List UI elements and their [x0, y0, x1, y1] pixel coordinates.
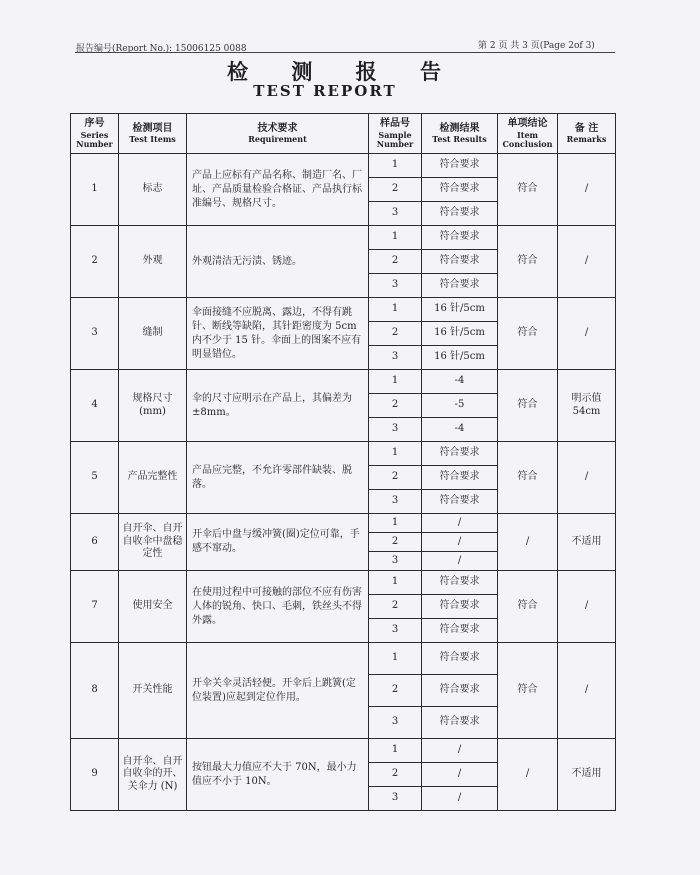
test-item: 产品完整性: [119, 442, 187, 514]
test-result: 符合要求: [422, 595, 498, 619]
table-row: [71, 370, 616, 394]
test-item: 开关性能: [119, 643, 187, 739]
test-result: 符合要求: [422, 178, 498, 202]
requirement: 开伞关伞灵活轻便。开伞后上跳簧(定位装置)应起到定位作用。: [187, 643, 369, 739]
col-en: Series Number: [76, 129, 113, 149]
test-item: 自开伞、自开自收伞中盘稳定性: [119, 514, 187, 571]
item-conclusion: 符合: [498, 370, 558, 442]
requirement: 产品应完整，不允许零部件缺装、脱落。: [187, 442, 369, 514]
table-row: [71, 154, 616, 178]
requirement: 产品上应标有产品名称、制造厂名、厂址、产品质量检验合格证、产品执行标准编号、规格尺寸。: [187, 154, 369, 226]
sample-number: 2: [369, 250, 422, 274]
header-divider: [75, 52, 615, 53]
sample-number: 2: [369, 178, 422, 202]
test-result: 16 针/5cm: [422, 298, 498, 322]
test-result: 符合要求: [422, 442, 498, 466]
test-result: 符合要求: [422, 490, 498, 514]
series-number: 3: [71, 298, 119, 370]
item-conclusion: /: [498, 739, 558, 811]
report-number-value: 15006125 0088: [175, 44, 247, 54]
col-header-number: [71, 114, 119, 154]
requirement: 在使用过程中可接触的部位不应有伤害人体的锐角、快口、毛刺，铁丝头不得外露。: [187, 571, 369, 643]
test-item: 缝制: [119, 298, 187, 370]
test-result: 符合要求: [422, 643, 498, 675]
col-header-remarks: [558, 114, 616, 154]
item-conclusion: 符合: [498, 298, 558, 370]
test-result: 符合要求: [422, 675, 498, 707]
remarks: /: [558, 226, 616, 298]
test-result: /: [422, 739, 498, 763]
test-result: /: [422, 763, 498, 787]
sample-number: 3: [369, 346, 422, 370]
test-results-table: [70, 113, 616, 811]
table-header-row: [71, 114, 616, 154]
remarks: 明示值 54cm: [558, 370, 616, 442]
col-header-requirement: [187, 114, 369, 154]
sample-number: 1: [369, 739, 422, 763]
col-cn: 技术要求: [257, 122, 298, 134]
table-row: [71, 226, 616, 250]
sample-number: 2: [369, 675, 422, 707]
col-en: Sample Number: [376, 129, 414, 149]
series-number: 5: [71, 442, 119, 514]
series-number: 7: [71, 571, 119, 643]
sample-number: 3: [369, 202, 422, 226]
col-cn: 检测结果: [439, 122, 480, 134]
col-cn: 备 注: [574, 122, 599, 134]
test-result: /: [422, 552, 498, 571]
sample-number: 1: [369, 514, 422, 533]
series-number: 2: [71, 226, 119, 298]
sample-number: 3: [369, 619, 422, 643]
series-number: 9: [71, 739, 119, 811]
test-result: 符合要求: [422, 202, 498, 226]
col-header-conclusion: [498, 114, 558, 154]
test-item: 外观: [119, 226, 187, 298]
test-result: 符合要求: [422, 619, 498, 643]
col-header-sample: [369, 114, 422, 154]
sample-number: 2: [369, 533, 422, 552]
col-en: Item Conclusion: [502, 129, 553, 149]
col-header-item: [119, 114, 187, 154]
page-info: 第 2 页 共 3 页(Page 2of 3): [478, 41, 595, 51]
test-item: 标志: [119, 154, 187, 226]
title-english: TEST REPORT: [253, 82, 397, 100]
test-result: 符合要求: [422, 466, 498, 490]
col-en: Remarks: [566, 134, 607, 145]
sample-number: 2: [369, 763, 422, 787]
test-result: 16 针/5cm: [422, 346, 498, 370]
sample-number: 3: [369, 490, 422, 514]
test-result: /: [422, 514, 498, 533]
col-en: Test Items: [129, 134, 176, 145]
table-row: [71, 298, 616, 322]
sample-number: 2: [369, 595, 422, 619]
remarks: /: [558, 571, 616, 643]
test-item: 使用安全: [119, 571, 187, 643]
sample-number: 3: [369, 274, 422, 298]
sample-number: 3: [369, 707, 422, 739]
sample-number: 1: [369, 226, 422, 250]
test-result: 符合要求: [422, 250, 498, 274]
test-result: /: [422, 533, 498, 552]
remarks: /: [558, 298, 616, 370]
series-number: 6: [71, 514, 119, 571]
sample-number: 3: [369, 552, 422, 571]
sample-number: 3: [369, 787, 422, 811]
table-row: [71, 643, 616, 675]
series-number: 8: [71, 643, 119, 739]
sample-number: 1: [369, 643, 422, 675]
col-en: Test Results: [432, 134, 487, 145]
sample-number: 1: [369, 571, 422, 595]
col-cn: 序号: [84, 118, 105, 130]
test-item: 自开伞、自开自收伞的开、关伞力 (N): [119, 739, 187, 811]
item-conclusion: 符合: [498, 442, 558, 514]
test-result: -4: [422, 418, 498, 442]
test-result: /: [422, 787, 498, 811]
title-chinese: 检 测 报 告: [227, 59, 459, 84]
remarks: 不适用: [558, 514, 616, 571]
col-header-result: [422, 114, 498, 154]
sample-number: 2: [369, 322, 422, 346]
sample-number: 2: [369, 394, 422, 418]
item-conclusion: 符合: [498, 643, 558, 739]
test-result: 符合要求: [422, 707, 498, 739]
series-number: 1: [71, 154, 119, 226]
report-number-label: 报告编号(Report No.):: [76, 44, 173, 54]
remarks: /: [558, 442, 616, 514]
table-row: [71, 739, 616, 763]
sample-number: 2: [369, 466, 422, 490]
table-row: [71, 442, 616, 466]
item-conclusion: /: [498, 514, 558, 571]
test-item: 规格尺寸 (mm): [119, 370, 187, 442]
col-cn: 检测项目: [132, 122, 173, 134]
remarks: /: [558, 154, 616, 226]
requirement: 伞面接缝不应脱离、露边，不得有跳针、断线等缺陷，其针距密度为 5cm 内不少于 15 针。伞面上的图案不应有明显错位。: [187, 298, 369, 370]
sample-number: 1: [369, 154, 422, 178]
table-row: [71, 514, 616, 533]
col-en: Requirement: [248, 134, 307, 145]
test-result: -4: [422, 370, 498, 394]
sample-number: 1: [369, 370, 422, 394]
test-result: 符合要求: [422, 571, 498, 595]
test-result: 符合要求: [422, 154, 498, 178]
remarks: /: [558, 643, 616, 739]
sample-number: 3: [369, 418, 422, 442]
sample-number: 1: [369, 298, 422, 322]
requirement: 开伞后中盘与缓冲簧(圈)定位可靠，手感不窜动。: [187, 514, 369, 571]
item-conclusion: 符合: [498, 226, 558, 298]
series-number: 4: [71, 370, 119, 442]
test-result: -5: [422, 394, 498, 418]
item-conclusion: 符合: [498, 571, 558, 643]
test-result: 符合要求: [422, 226, 498, 250]
col-cn: 单项结论: [507, 118, 548, 130]
remarks: 不适用: [558, 739, 616, 811]
requirement: 外观清洁无污渍、锈迹。: [187, 226, 369, 298]
requirement: 按钮最大力值应不大于 70N，最小力值应不小于 10N。: [187, 739, 369, 811]
item-conclusion: 符合: [498, 154, 558, 226]
sample-number: 1: [369, 442, 422, 466]
requirement: 伞的尺寸应明示在产品上，其偏差为 ±8mm。: [187, 370, 369, 442]
col-cn: 样品号: [380, 118, 410, 130]
test-result: 16 针/5cm: [422, 322, 498, 346]
test-result: 符合要求: [422, 274, 498, 298]
table-row: [71, 571, 616, 595]
